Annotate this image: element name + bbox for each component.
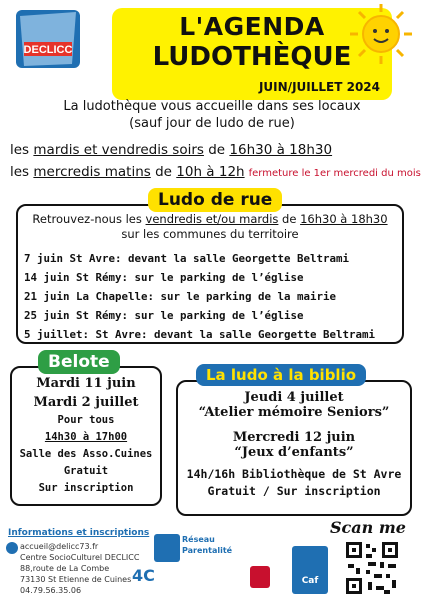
title-period: JUIN/JUILLET 2024 bbox=[258, 80, 380, 94]
reseau-parentalite-logo: Réseau Parentalité bbox=[182, 535, 233, 555]
opening-hours-mornings: les mercredis matins de 10h à 12h fermeture le 1er mercredi du mois bbox=[10, 164, 421, 180]
title-line-2: LUDOTHÈQUE bbox=[152, 42, 352, 72]
scan-me-label: Scan me bbox=[330, 518, 406, 537]
list-item: 25 juin St Rémy: sur le parking de l’église bbox=[24, 309, 304, 322]
qr-code-icon[interactable] bbox=[344, 540, 400, 596]
ludo-rue-title: Ludo de rue bbox=[148, 188, 282, 212]
belote-title: Belote bbox=[38, 350, 120, 374]
phone-number: 04.79.56.35.06 bbox=[20, 586, 82, 595]
ludo-rue-intro: Retrouvez-nous les vendredis et/ou mardis de 16h30 à 18h30 sur les communes du territoire bbox=[32, 212, 388, 241]
declicc-logo bbox=[10, 6, 86, 72]
partner-logo bbox=[154, 534, 180, 562]
list-item: 5 juillet: St Avre: devant la salle Georgette Beltrami bbox=[24, 328, 376, 341]
savoie-logo bbox=[250, 566, 270, 588]
email-link[interactable]: accueil@delicc73.fr bbox=[20, 542, 99, 551]
opening-hours-evenings: les mardis et vendredis soirs de 16h30 à 18h30 bbox=[10, 142, 333, 158]
title-line-1: L'AGENDA bbox=[179, 12, 325, 41]
ludo-rue-list bbox=[24, 249, 402, 344]
4c-logo: 4C bbox=[132, 566, 155, 585]
svg-text:DECLICC: DECLICC bbox=[23, 44, 73, 56]
biblio-title: La ludo à la biblio bbox=[196, 364, 366, 386]
list-item: 21 juin La Chapelle: sur le parking de la mairie bbox=[24, 290, 337, 303]
sun-icon bbox=[344, 2, 418, 66]
footer-title: Informations et inscriptions bbox=[8, 528, 150, 538]
footer-contact: accueil@delicc73.fr Centre SocioCulturel DECLICC 88,route de La Combe 73130 St Etienne de Cuines 04.79.56.35.06 bbox=[20, 542, 140, 595]
closure-note: fermeture le 1er mercredi du mois bbox=[248, 168, 421, 179]
belote-content: Mardi 11 juin Mardi 2 juillet Pour tous 14h30 à 17h00 Salle des Asso.Cuines Gratuit Sur inscription bbox=[19, 376, 153, 494]
email-icon bbox=[6, 542, 18, 554]
list-item: 7 juin St Avre: devant la salle Georgette Beltrami bbox=[24, 252, 350, 265]
caf-logo: Caf bbox=[292, 546, 328, 594]
list-item: 14 juin St Rémy: sur le parking de l’église bbox=[24, 271, 304, 284]
intro-text: La ludothèque vous accueille dans ses locaux (sauf jour de ludo de rue) bbox=[63, 99, 361, 131]
biblio-content: Jeudi 4 juillet “Atelier mémoire Seniors” Mercredi 12 juin “Jeux d’enfants” 14h/16h Bibliothèque de St Avre Gratuit / Sur inscription bbox=[186, 390, 402, 498]
